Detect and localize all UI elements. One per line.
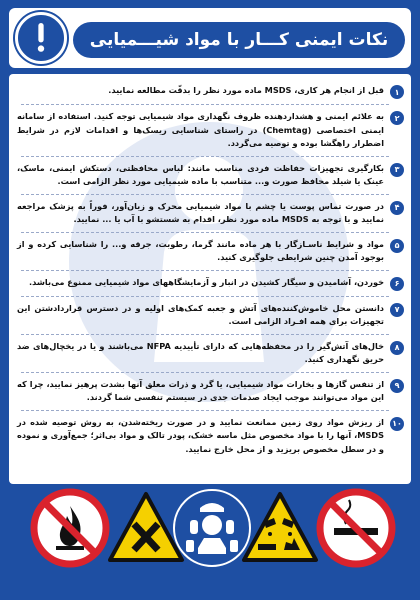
rule-item xyxy=(9,302,411,329)
rule-number-badge: ۲ xyxy=(390,111,404,125)
rule-number-badge: ۴ xyxy=(390,201,404,215)
rules-list xyxy=(9,84,411,456)
rule-divider xyxy=(19,372,389,373)
rule-item xyxy=(9,238,411,265)
rule-text: خال‌های آتش‌گیر را در محفظه‌هایی که دارای تأییدیه NFPA می‌باشند و یا در یخچال‌های ضد حریق نگهداری کنید. xyxy=(17,340,384,364)
rule-text: در صورت تماس پوست یا چشم با مواد شیمیایی محرک و زیان‌آور، فوراً به پزشک مراجعه نمایید و با توجه به MSDS ماده مورد نظر، اقدام به شستشو با آب یا ... نمایید. xyxy=(17,200,384,224)
rule-divider xyxy=(19,104,389,105)
rule-number-badge: ۵ xyxy=(390,239,404,253)
exclamation-icon xyxy=(15,12,67,64)
rule-divider xyxy=(19,410,389,411)
rule-text: مواد و شرایط ناسـازگار با هر ماده مانند گرما، رطوبت، جرقه و... را شناسایی کرده و از بوجود آمدن چنین شرایطی جلوگیری کنید. xyxy=(17,238,384,262)
rule-number-badge: ۸ xyxy=(390,341,404,355)
rule-item xyxy=(9,84,411,99)
rule-divider xyxy=(19,194,389,195)
rule-text: به علائم ایمنی و هشداردهنده ظروف نگهداری مواد شیمیایی توجه کنید. استفاده از سامانه ایمنی اختصاصی (Chemtag) در راستای شناسایی ریسک‌ها و اقدامات لازم در شرایط اضطرار راهگشا بوده و توصیه می‌گردد. xyxy=(17,111,384,148)
rule-item xyxy=(9,276,411,291)
rule-divider xyxy=(19,156,389,157)
rule-divider xyxy=(19,296,389,297)
no-smoking-icon xyxy=(316,488,396,568)
page-title: نکات ایمنی کـــار با مواد شیـــمیایی xyxy=(73,22,405,58)
rule-text: خوردن، آشامیدن و سیگار کشیدن در انبار و آزمایشگاههای مواد شیمیایی ممنوع می‌باشد. xyxy=(29,276,384,287)
rule-text: از تنفس گازها و بخارات مواد شیمیایی، یا گرد و ذرات معلق آنها بشدت پرهیز نمایید، چرا که این مواد می‌توانند موجب ایجاد صدمات جدی در سیستم تنفسی شما گردند. xyxy=(17,378,384,402)
rule-divider xyxy=(19,232,389,233)
no-open-flame-icon xyxy=(30,488,110,568)
rule-text: بکارگیری تجهیزات حفاظت فردی مناسب مانند: لباس محافظتی، دستکش ایمنی، ماسک، عینک یا شیلد محافظ صورت و... متناسب با ماده شیمیایی مورد نظر الزامی است. xyxy=(17,162,384,186)
rule-number-badge: ۳ xyxy=(390,163,404,177)
rule-item xyxy=(9,416,411,457)
safety-signs-row xyxy=(0,488,420,600)
rule-number-badge: ۹ xyxy=(390,379,404,393)
rule-divider xyxy=(19,334,389,335)
poster-header xyxy=(9,8,411,68)
rule-text: از ریزش مواد روی زمین ممانعت نمایید و در صورت ریخته‌شدن، به روش توصیه شده در MSDS، آنها را با مواد مخصوص مثل ماسه خشک، پودر تالک و مواد بی‌اثر؛ جمع‌آوری و نموده و در سطل مخصوص بریزید و از محل خارج نمایید. xyxy=(17,416,384,454)
rule-number-badge: ۱۰ xyxy=(390,417,404,431)
rule-item xyxy=(9,378,411,405)
rule-divider xyxy=(19,270,389,271)
rule-item xyxy=(9,162,411,189)
corrosive-icon xyxy=(240,488,320,568)
rule-text: دانستن محل خاموش‌کننده‌های آتش و جعبه کمک‌های اولیه و در دسترس قراردادشتن این تجهیزات برای همه افـراد الزامی است. xyxy=(17,302,384,326)
rule-number-badge: ۱ xyxy=(390,85,404,99)
rule-item xyxy=(9,110,411,151)
rule-number-badge: ۶ xyxy=(390,277,404,291)
rule-number-badge: ۷ xyxy=(390,303,404,317)
rule-item xyxy=(9,200,411,227)
rule-text: قبل از انجام هر کاری، MSDS ماده مورد نظر را بدقّت مطالعه نمایید. xyxy=(108,85,384,95)
rule-item xyxy=(9,340,411,367)
rules-panel xyxy=(9,74,411,484)
